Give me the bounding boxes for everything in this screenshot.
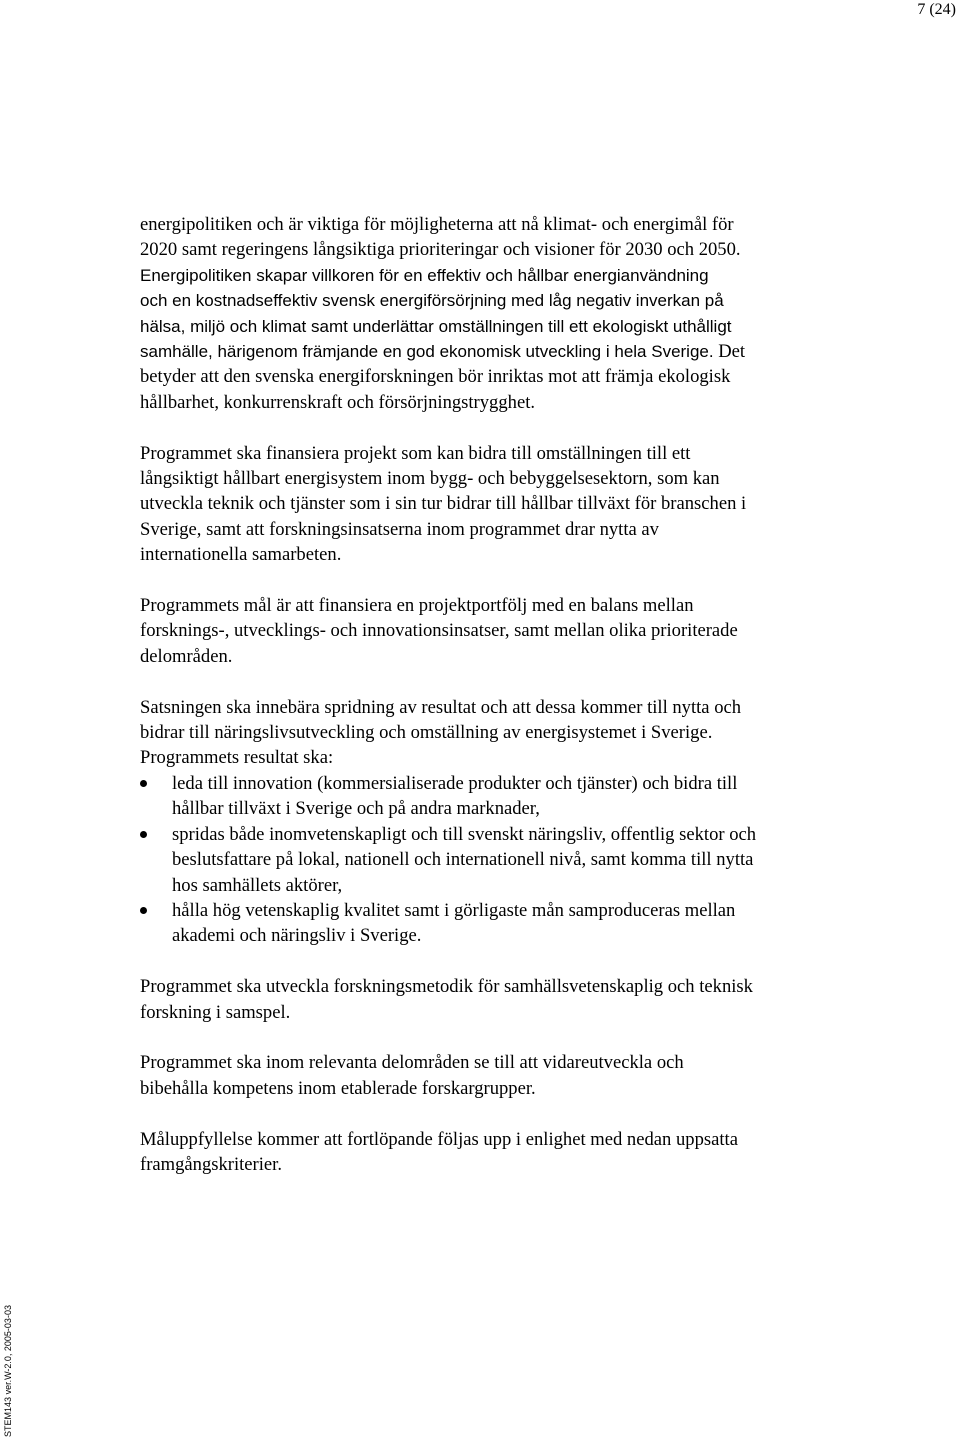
text-line: Programmet ska inom relevanta delområden se till att vidareutveckla och (140, 1052, 684, 1074)
list-item (140, 822, 885, 898)
text-line: spridas både inomvetenskapligt och till svenskt näringsliv, offentlig sektor och (172, 823, 757, 845)
text-line: bibehålla kompetens inom etablerade forskargrupper. (140, 1077, 536, 1099)
paragraph-program-funding (140, 441, 885, 568)
list-item (140, 898, 885, 949)
text-line: hos samhällets aktörer, (172, 874, 343, 896)
text-line: energipolitiken och är viktiga för möjligheterna att nå klimat- och energimål för (140, 214, 734, 235)
text-line: hållbarhet, konkurrenskraft och försörjningstrygghet. (140, 391, 536, 413)
text-line: utveckla teknik och tjänster som i sin tur bidrar till hållbar tillväxt för branschen i (140, 493, 747, 515)
text-line: Energipolitiken skapar villkoren för en effektiv och hållbar energianvändning (140, 265, 709, 285)
text-line: hålla hög vetenskaplig kvalitet samt i görligaste mån samproduceras mellan (172, 899, 736, 921)
text-line: hållbar tillväxt i Sverige och på andra marknader, (172, 798, 540, 820)
text-line: Satsningen ska innebära spridning av resultat och att dessa kommer till nytta och (140, 696, 742, 718)
text-line: betyder att den svenska energiforskningen bör inriktas mot att främja ekologisk (140, 366, 731, 388)
results-bullet-list (140, 771, 885, 949)
document-body (140, 212, 885, 1203)
text-run: Det (713, 341, 746, 363)
page-number: 7 (24) (917, 1, 956, 18)
paragraph-goal-fulfilment (140, 1127, 885, 1178)
paragraph-energy-policy (140, 212, 885, 415)
text-line: akademi och näringsliv i Sverige. (172, 925, 422, 947)
text-line: framgångskriterier. (140, 1153, 282, 1175)
text-line: 2020 samt regeringens långsiktiga prioriteringar och visioner för 2030 och 2050. (140, 239, 741, 261)
text-line: Sverige, samt att forskningsinsatserna inom programmet drar nytta av (140, 518, 659, 540)
text-run: samhälle, härigenom främjande en god ekonomisk utveckling i hela Sverige. (140, 342, 714, 362)
text-line: Programmet ska finansiera projekt som kan bidra till omställningen till ett (140, 442, 691, 464)
text-line: leda till innovation (kommersialiserade produkter och tjänster) och bidra till (172, 772, 738, 794)
text-line: Programmet ska utveckla forskningsmetodik för samhällsvetenskaplig och teknisk (140, 976, 753, 998)
paragraph-competence (140, 1050, 885, 1101)
document-version-stamp: STEM143 ver.W-2.0, 2005-03-03 (3, 1305, 13, 1437)
text-line: långsiktigt hållbart energisystem inom bygg- och bebyggelsesektorn, som kan (140, 468, 720, 490)
paragraph-program-goal (140, 593, 885, 669)
text-line: forskning i samspel. (140, 1001, 291, 1023)
list-item (140, 771, 885, 822)
text-line: delområden. (140, 645, 233, 667)
text-line: Måluppfyllelse kommer att fortlöpande följas upp i enlighet med nedan uppsatta (140, 1128, 738, 1150)
paragraph-research-methodology (140, 974, 885, 1025)
text-line: Programmets mål är att finansiera en projektportfölj med en balans mellan (140, 595, 694, 617)
text-line: internationella samarbeten. (140, 544, 342, 566)
text-line: Programmets resultat ska: (140, 747, 334, 769)
text-line: och en kostnadseffektiv svensk energiförsörjning med låg negativ inverkan på (140, 291, 724, 311)
text-line: beslutsfattare på lokal, nationell och internationell nivå, samt komma till nytta (172, 849, 754, 871)
text-line: hälsa, miljö och klimat samt underlättar omställningen till ett ekologiskt uthålligt (140, 316, 732, 336)
text-line: forsknings-, utvecklings- och innovationsinsatser, samt mellan olika prioriterade (140, 620, 738, 642)
paragraph-dissemination (140, 695, 885, 771)
text-line: bidrar till näringslivsutveckling och omställning av energisystemet i Sverige. (140, 722, 713, 744)
text-line (140, 339, 885, 364)
